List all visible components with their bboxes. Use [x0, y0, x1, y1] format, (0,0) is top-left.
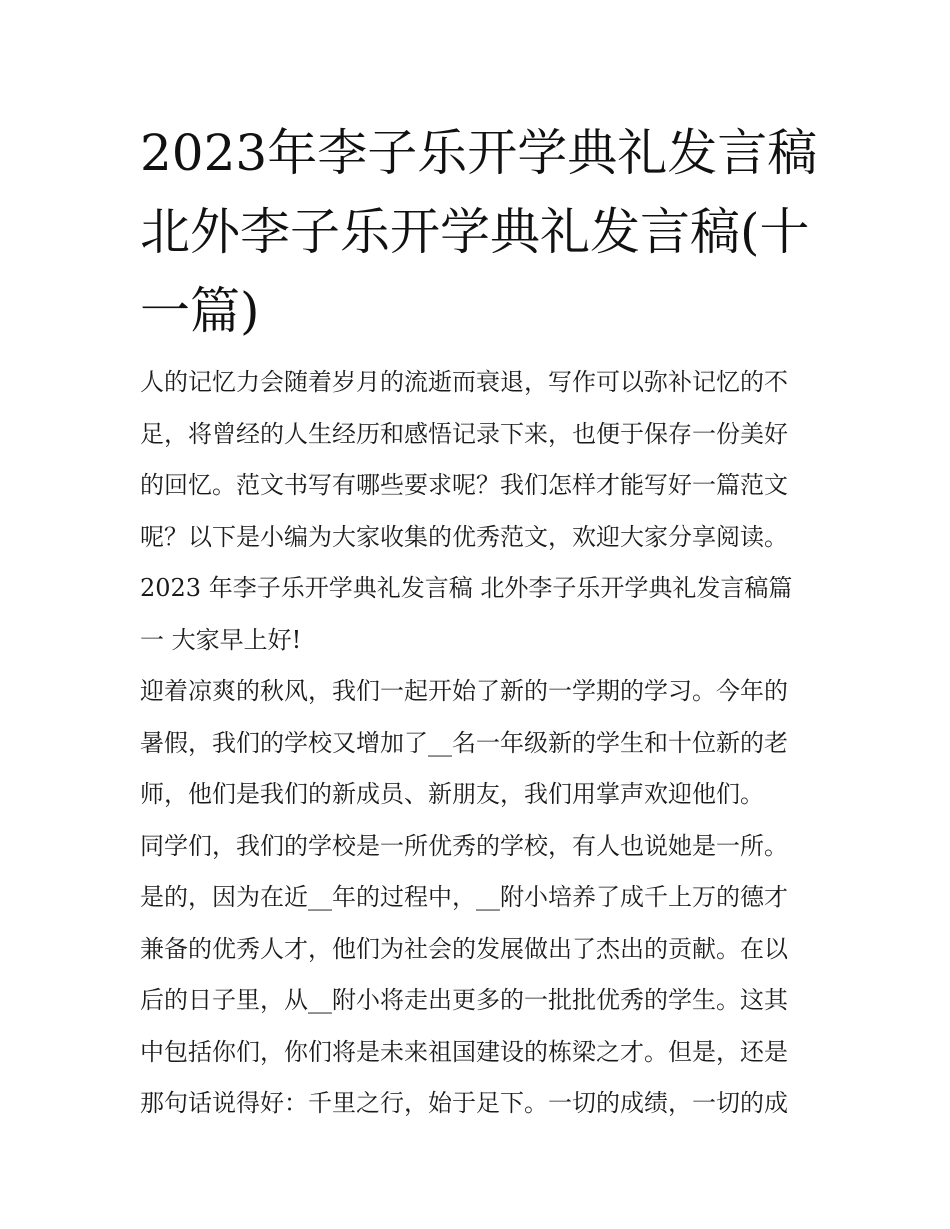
body-line: 迎着凉爽的秋风，我们一起开始了新的一学期的学习。今年的: [140, 677, 788, 705]
body-line: 那句话说得好：千里之行，始于足下。一切的成绩，一切的成: [140, 1089, 788, 1117]
body-line: 师，他们是我们的新成员、新朋友，我们用掌声欢迎他们。: [140, 780, 764, 808]
document-body: [140, 357, 820, 1130]
title-line-1: 2023年李子乐开学典礼发言稿: [140, 124, 818, 182]
body-line: 是的，因为在近__年的过程中，__附小培养了成千上万的德才: [140, 883, 788, 911]
body-line: 人的记忆力会随着岁月的流逝而衰退，写作可以弥补记忆的不: [140, 368, 788, 396]
body-line: 同学们，我们的学校是一所优秀的学校，有人也说她是一所。: [140, 831, 788, 860]
body-line: 一 大家早上好!: [140, 625, 302, 654]
body-line: 中包括你们，你们将是未来祖国建设的栋梁之才。但是，还是: [140, 1037, 788, 1066]
body-line: 后的日子里，从__附小将走出更多的一批批优秀的学生。这其: [140, 986, 788, 1014]
body-line: 呢？以下是小编为大家收集的优秀范文，欢迎大家分享阅读。: [140, 522, 788, 551]
body-line: 暑假，我们的学校又增加了__名一年级新的学生和十位新的老: [140, 728, 788, 757]
body-line: 的回忆。范文书写有哪些要求呢？我们怎样才能写好一篇范文: [140, 471, 788, 499]
title-line-2: 北外李子乐开学典礼发言稿(十: [140, 203, 810, 261]
body-line: 兼备的优秀人才，他们为社会的发展做出了杰出的贡献。在以: [140, 934, 788, 963]
body-line: 2023 年李子乐开学典礼发言稿 北外李子乐开学典礼发言稿篇: [140, 574, 793, 602]
document-title: [140, 114, 820, 351]
body-line: 足，将曾经的人生经历和感悟记录下来，也便于保存一份美好: [140, 419, 788, 448]
title-line-3: 一篇): [140, 282, 260, 340]
